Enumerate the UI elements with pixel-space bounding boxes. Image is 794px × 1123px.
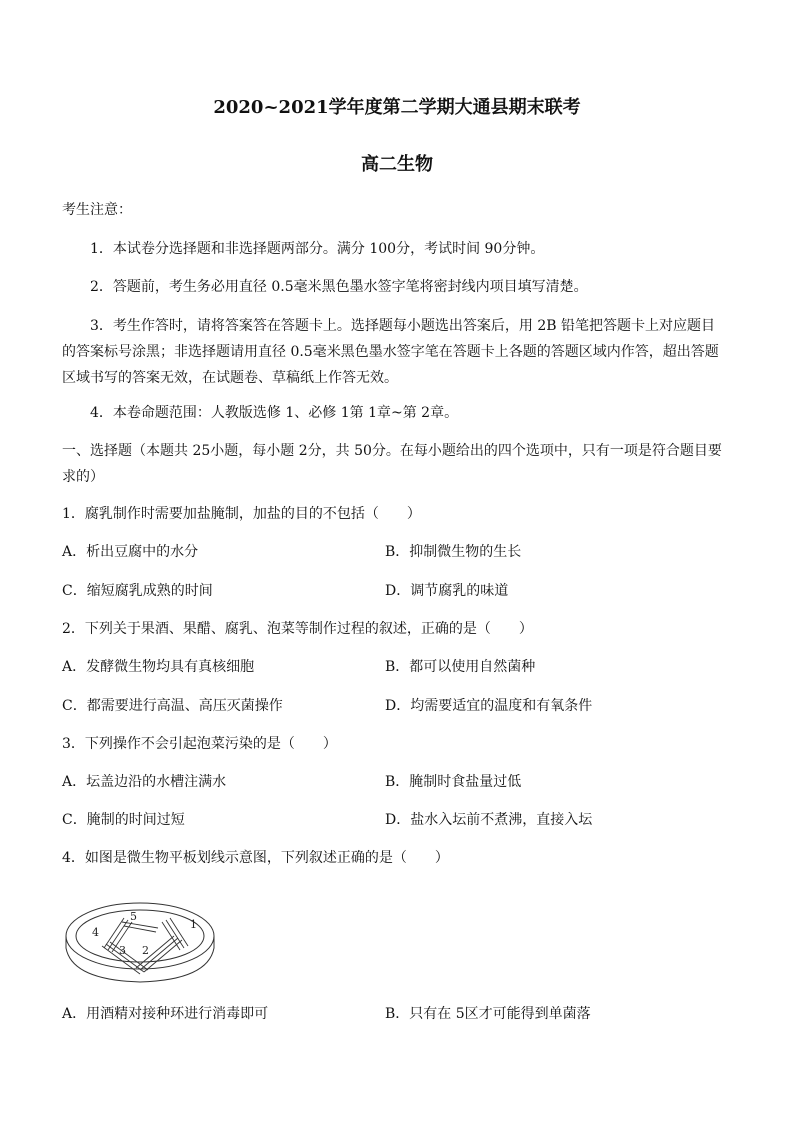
question-1-stem: 1．腐乳制作时需要加盐腌制，加盐的目的不包括（ ） xyxy=(62,506,421,522)
subject-title: 高二生物 xyxy=(361,154,433,175)
question-1-option-a: A．析出豆腐中的水分 xyxy=(62,544,199,560)
notice-item-1: 1．本试卷分选择题和非选择题两部分。满分 100分，考试时间 90分钟。 xyxy=(90,241,545,257)
exam-title: 2020~2021学年度第二学期大通县期末联考 xyxy=(213,97,581,118)
question-3-stem: 3．下列操作不会引起泡菜污染的是（ ） xyxy=(62,736,337,752)
question-1-option-d: D．调节腐乳的味道 xyxy=(385,583,509,599)
zone-label-3: 3 xyxy=(119,944,126,957)
question-2-option-a: A．发酵微生物均具有真核细胞 xyxy=(62,659,255,675)
zone-label-4: 4 xyxy=(92,926,99,939)
question-4-stem: 4．如图是微生物平板划线示意图，下列叙述正确的是（ ） xyxy=(62,850,449,866)
question-1-option-c: C．缩短腐乳成熟的时间 xyxy=(62,583,213,599)
question-2-option-d: D．均需要适宜的温度和有氧条件 xyxy=(385,698,593,714)
question-4-option-b: B．只有在 5区才可能得到单菌落 xyxy=(385,1006,591,1022)
question-3-option-d: D．盐水入坛前不煮沸，直接入坛 xyxy=(385,812,593,828)
question-4-option-a: A．用酒精对接种环进行消毒即可 xyxy=(62,1006,269,1022)
section-heading: 一、选择题（本题共 25小题，每小题 2分，共 50分。在每小题给出的四个选项中，只有一项是符合题目要求的） xyxy=(62,443,722,485)
question-2-option-c: C．都需要进行高温、高压灭菌操作 xyxy=(62,698,283,714)
petri-dish-figure xyxy=(62,890,222,990)
notice-item-3: 3．考生作答时，请将答案答在答题卡上。选择题每小题选出答案后，用 2B 铅笔把答题卡上对应题目的答案标号涂黑；非选择题请用直径 0.5毫米黑色墨水签字笔在答题卡上各题的答题区域内作答，超出答题区域书写的答案无效，在试题卷、草稿纸上作答无效。 xyxy=(62,318,719,386)
zone-label-1: 1 xyxy=(190,918,197,931)
zone-label-5: 5 xyxy=(130,910,137,923)
notice-item-4: 4．本卷命题范围：人教版选修 1、必修 1第 1章~第 2章。 xyxy=(90,405,459,421)
question-2-stem: 2．下列关于果酒、果醋、腐乳、泡菜等制作过程的叙述，正确的是（ ） xyxy=(62,621,533,637)
notice-item-2: 2．答题前，考生务必用直径 0.5毫米黑色墨水签字笔将密封线内项目填写清楚。 xyxy=(90,279,588,295)
dish-rim xyxy=(66,903,214,969)
dish-wall xyxy=(66,936,214,982)
question-2-option-b: B．都可以使用自然菌种 xyxy=(385,659,536,675)
question-3-option-c: C．腌制的时间过短 xyxy=(62,812,185,828)
question-1-option-b: B．抑制微生物的生长 xyxy=(385,544,522,560)
notice-heading: 考生注意： xyxy=(62,202,132,218)
question-3-option-b: B．腌制时食盐量过低 xyxy=(385,774,522,790)
zone-label-2: 2 xyxy=(142,944,149,957)
question-3-option-a: A．坛盖边沿的水槽注满水 xyxy=(62,774,227,790)
